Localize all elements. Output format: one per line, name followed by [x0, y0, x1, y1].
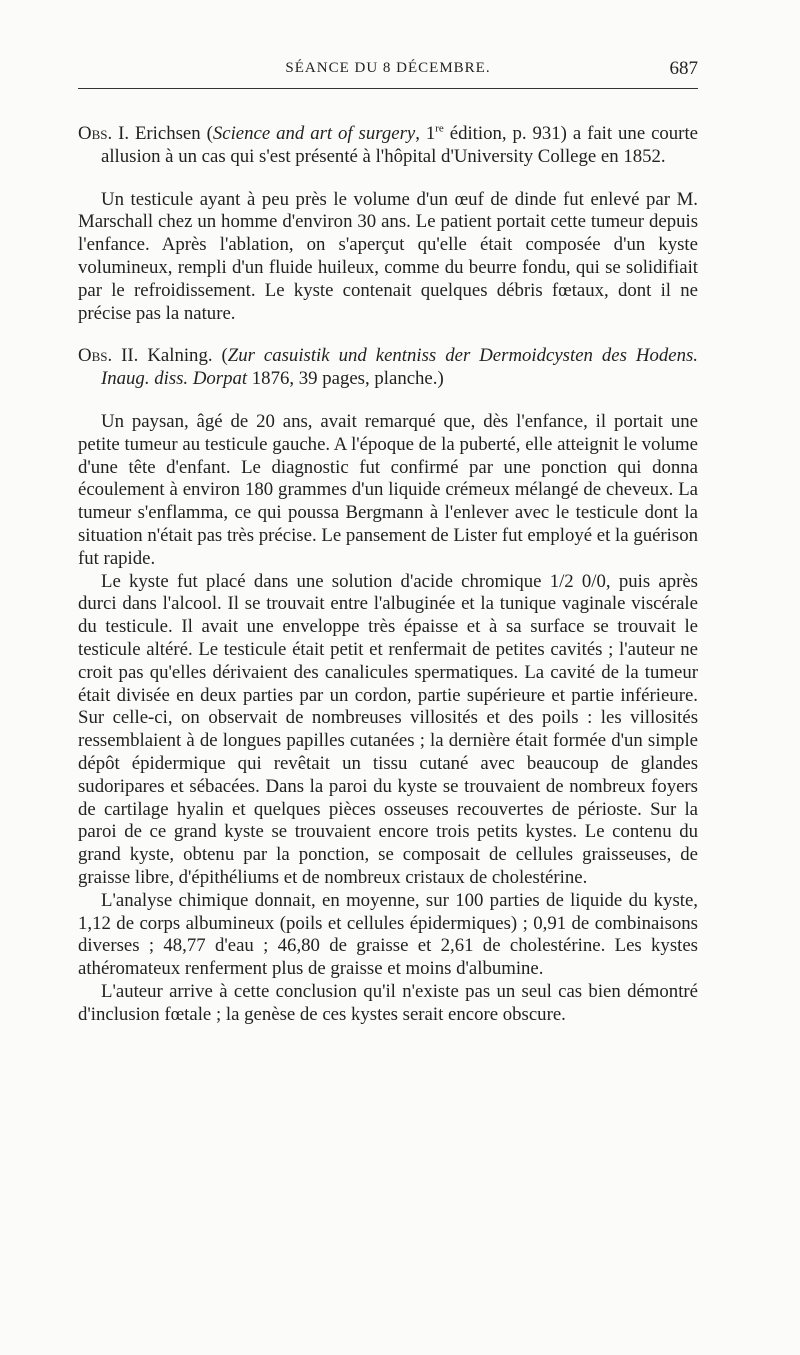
page-number: 687: [669, 58, 698, 79]
obs-1-open: (: [206, 123, 213, 144]
obs-1-edition-post: édition, p. 931) a fait une courte allusion à un cas qui s'est présenté à l'hôpital d'University College en 1852.: [101, 123, 698, 167]
obs-2-title: Zur casuistik und kentniss der Dermoidcysten des Hodens. Inaug. diss. Dorpat: [101, 345, 698, 390]
obs-2-label: Obs. II.: [78, 345, 139, 367]
obs-1-author: Erichsen: [134, 123, 201, 144]
obs-2-citation: [78, 345, 698, 391]
paragraph-5: L'auteur arrive à cette conclusion qu'il n'existe pas un seul cas bien démontré d'inclusion fœtale ; la genèse de ces kystes serait encore obscure.: [78, 980, 698, 1025]
paragraph-4: L'analyse chimique donnait, en moyenne, sur 100 parties de liquide du kyste, 1,12 de corps albumineux (poils et cellules épidermiques) ; 0,91 de combinaisons diverses ; 48,77 d'eau ; 46,80 de graisse et 2,61 de cholestérine. Les kystes athéromateux renferment plus de graisse et moins d'albumine.: [78, 889, 698, 980]
paragraph-3: Le kyste fut placé dans une solution d'acide chromique 1/2 0/0, puis après durci dans l'alcool. Il se trouvait entre l'albuginée et la tunique vaginale viscérale du testicule. Il avait une enveloppe très épaisse et à sa surface se trouvait le testicule altéré. Le testicule était petit et renfermait de petites cavités ; l'auteur ne croit pas qu'elles dérivaient des canalicules spermatiques. La cavité de la tumeur était divisée en deux parties par un cordon, partie supérieure et partie inférieure. Sur celle-ci, on observait de nombreuses villosités et des poils : les villosités ressemblaient à de longues papilles cutanées ; la dernière était formée d'un simple dépôt épidermique qui revêtait un tissu cutané avec beaucoup de glandes sudoripares et sébacées. Dans la paroi du kyste se trouvaient de nombreux foyers de cartilage hyalin et quelques pièces osseuses recouvertes de périoste. Sur la paroi de ce grand kyste se trouvaient encore trois petits kystes. Le contenu du grand kyste, obtenu par la ponction, se composait de cellules graisseuses, de graisse libre, d'épithéliums et de nombreux cristaux de cholestérine.: [78, 570, 698, 888]
running-head: SÉANCE DU 8 DÉCEMBRE.: [285, 60, 491, 76]
obs-1-book-title: Science and art of surgery: [212, 123, 416, 144]
book-page: [78, 58, 698, 1026]
page-header: [78, 58, 698, 89]
paragraph-1: Un testicule ayant à peu près le volume d'un œuf de dinde fut enlevé par M. Marschall chez un homme d'environ 30 ans. Le patient portait cette tumeur depuis l'enfance. Après l'ablation, on s'aperçut qu'elle était composée d'un kyste volumineux, rempli d'un fluide huileux, comme du beurre fondu, qui se solidifiait par le refroidissement. Le kyste contenait quelques débris fœtaux, dont il ne précise pas la nature.: [78, 188, 698, 324]
obs-1-citation: [78, 123, 698, 169]
obs-2-author: Kalning.: [147, 345, 213, 367]
obs-2-rest: 1876, 39 pages, planche.): [247, 368, 444, 390]
obs-1-edition-sup: re: [435, 122, 444, 135]
obs-1-edition-pre: , 1: [415, 123, 436, 144]
page-body: [78, 123, 698, 1026]
obs-2-open: (: [212, 345, 228, 367]
obs-1-label: Obs. I.: [78, 123, 130, 144]
paragraph-2: Un paysan, âgé de 20 ans, avait remarqué que, dès l'enfance, il portait une petite tumeur au testicule gauche. A l'époque de la puberté, elle atteignit le volume d'une tête d'enfant. Le diagnostic fut confirmé par une ponction qui donna écoulement à environ 180 grammes d'un liquide crémeux mélangé de cheveux. La tumeur s'enflamma, ce qui poussa Bergmann à l'enlever avec le testicule dont la situation n'était pas très précise. Le pansement de Lister fut employé et la guérison fut rapide.: [78, 410, 698, 569]
